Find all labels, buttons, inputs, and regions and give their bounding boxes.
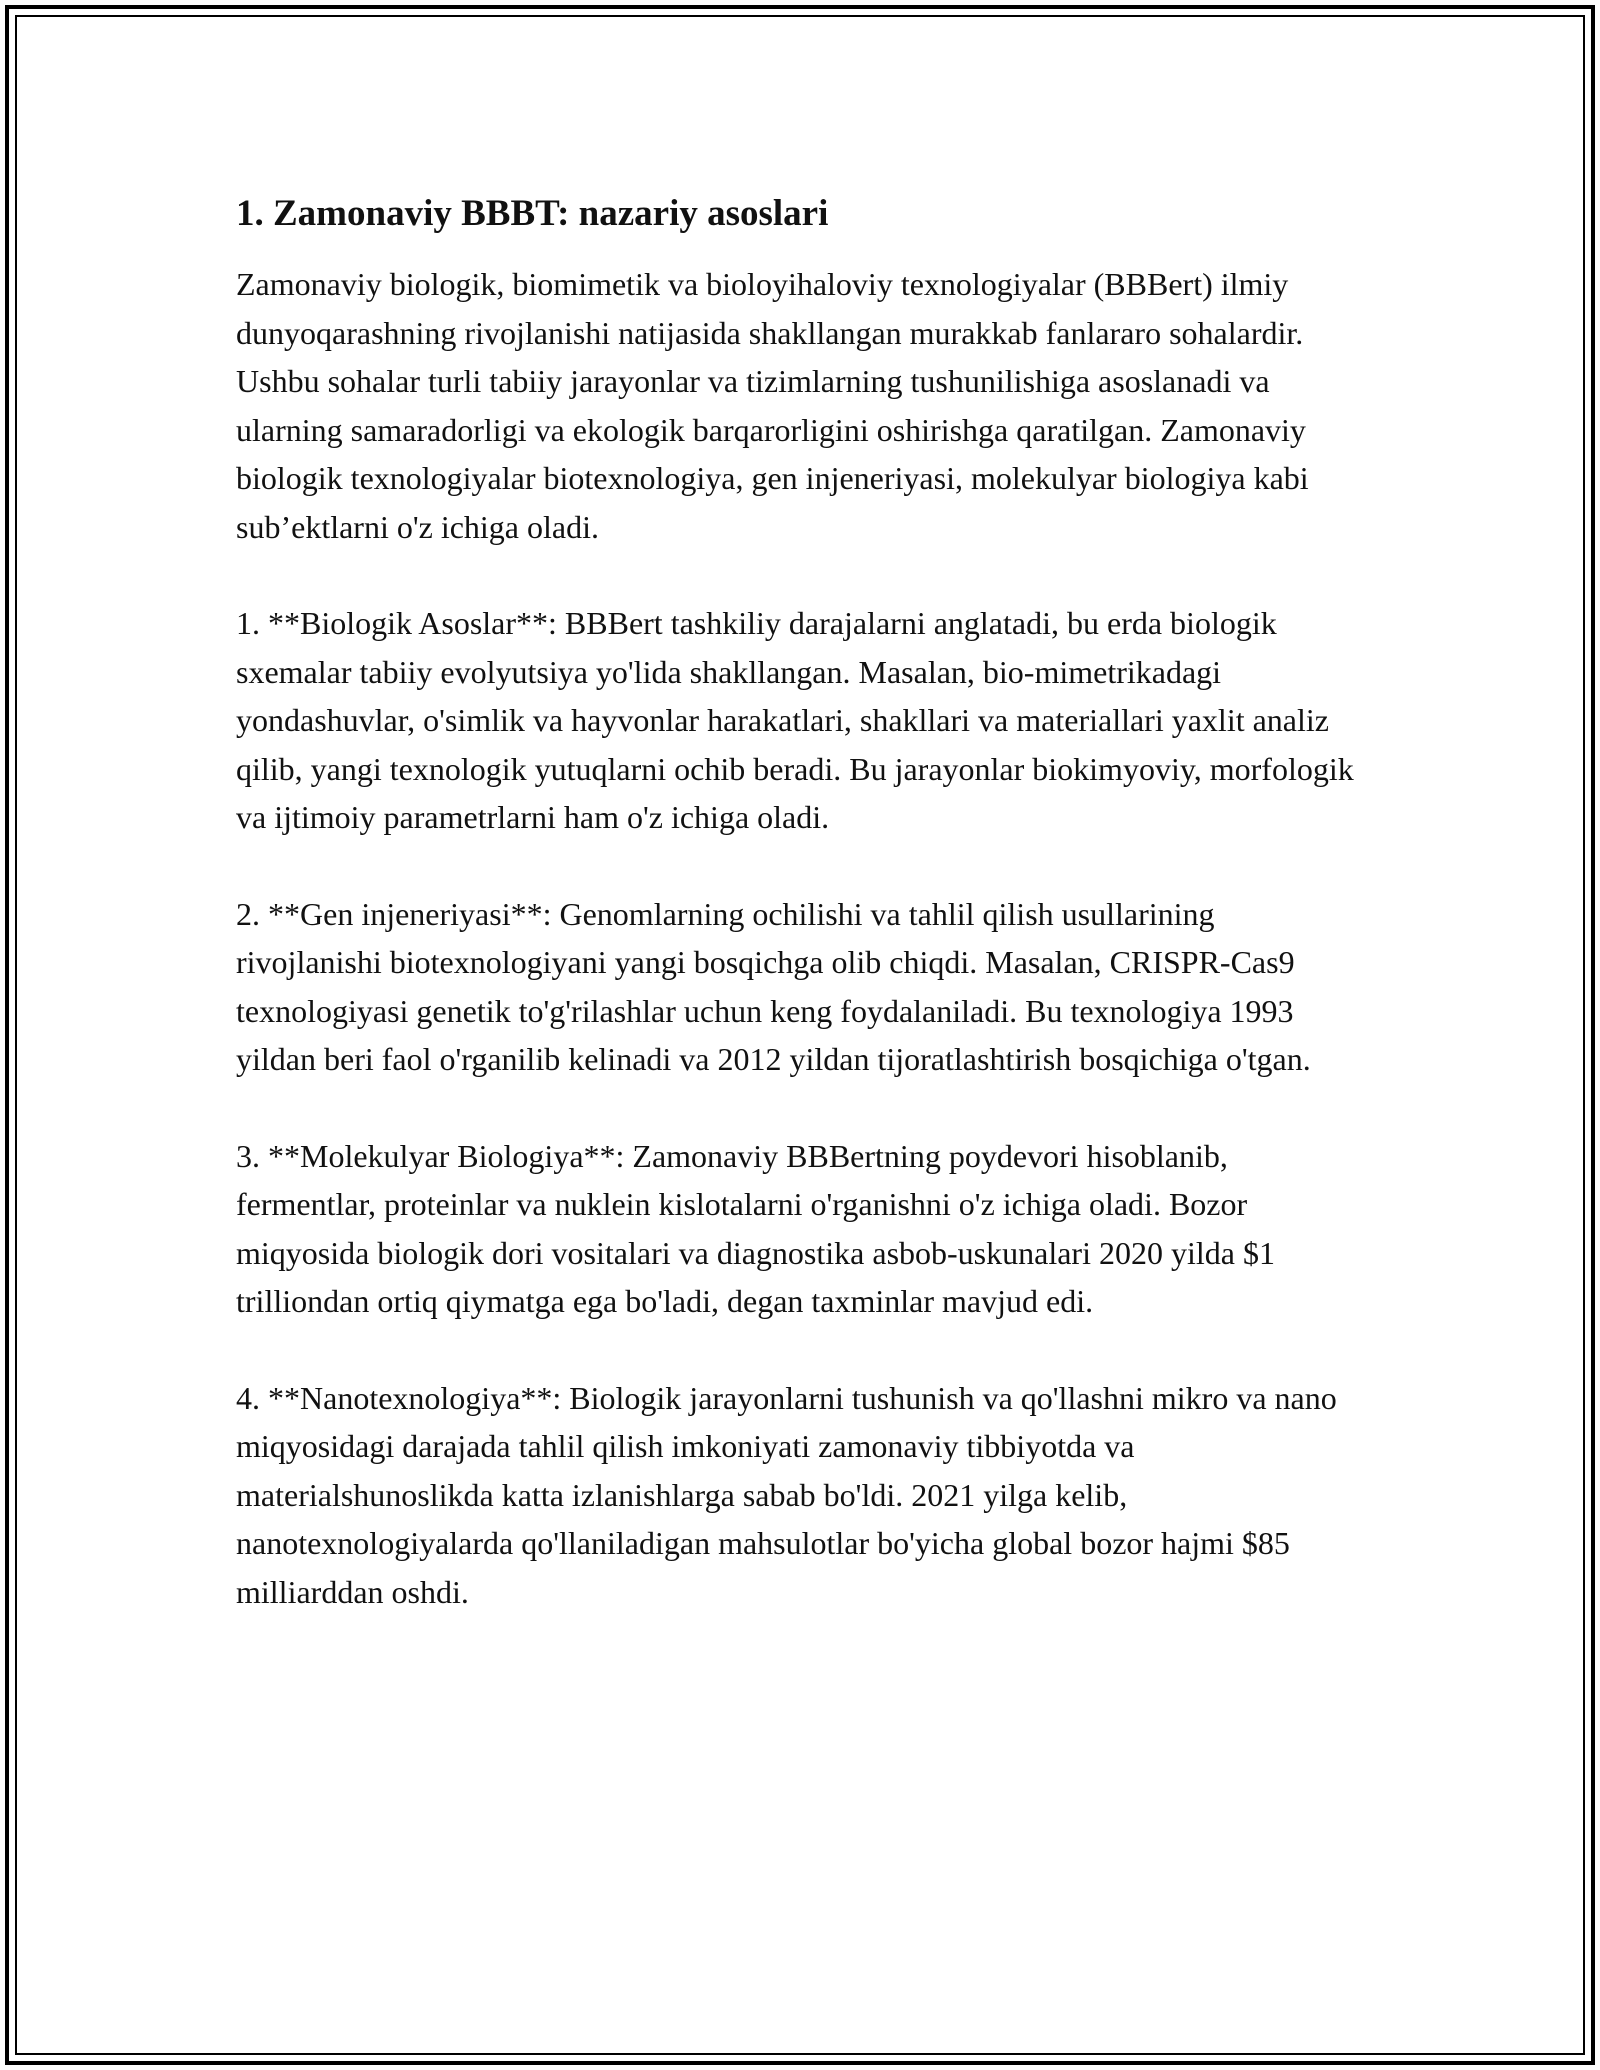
paragraph-molekulyar-biologiya: 3. **Molekulyar Biologiya**: Zamonaviy BBBertning poydevori hisoblanib, fermentlar, proteinlar va nuklein kislotalarni o'rganishni o'z ichiga oladi. Bozor miqyosida biologik dori vositalari va diagnostika asbob-uskunalari 2020 yilda $1 trilliondan ortiq qiymatga ega bo'ladi, degan taxminlar mavjud edi. <box>236 1137 1275 1319</box>
intro-paragraph: Zamonaviy biologik, biomimetik va bioloyihaloviy texnologiyalar (BBBert) ilmiy dunyoqarashning rivojlanishi natijasida shakllangan murakkab fanlararo sohalardir. Ushbu sohalar turli tabiiy jarayonlar va tizimlarning tushunilishiga asoslanadi va ularning samaradorligi va ekologik barqarorligini oshirishga qaratilgan. Zamonaviy biologik texnologiyalar biotexnologiya, gen injeneriyasi, molekulyar biologiya kabi sub’ektlarni o'z ichiga oladi. <box>236 266 1309 545</box>
paragraph-biologik-asoslar: 1. **Biologik Asoslar**: BBBert tashkiliy darajalarni anglatadi, bu erda biologik sxemalar tabiiy evolyutsiya yo'lida shakllangan. Masalan, bio-mimetrikadagi yondashuvlar, o'simlik va hayvonlar harakatlari, shakllari va materiallari yaxlit analiz qilib, yangi texnologik yutuqlarni ochib beradi. Bu jarayonlar biokimyoviy, morfologik va ijtimoiy parametrlarni ham o'z ichiga oladi. <box>236 605 1354 835</box>
paragraph-gen-injeneriyasi: 2. **Gen injeneriyasi**: Genomlarning ochilishi va tahlil qilish usullarining rivojlanishi biotexnologiyani yangi bosqichga olib chiqdi. Masalan, CRISPR-Cas9 texnologiyasi genetik to'g'rilashlar uchun keng foydalaniladi. Bu texnologiya 1993 yildan beri faol o'rganilib kelinadi va 2012 yildan tijoratlashtirish bosqichiga o'tgan. <box>236 895 1311 1077</box>
document-body <box>236 190 1366 1664</box>
section-heading: 1. Zamonaviy BBBT: nazariy asoslari <box>236 193 829 234</box>
paragraph-nanotexnologiya: 4. **Nanotexnologiya**: Biologik jarayonlarni tushunish va qo'llashni mikro va nano miqyosidagi darajada tahlil qilish imkoniyati zamonaviy tibbiyotda va materialshunoslikda katta izlanishlarga sabab bo'ldi. 2021 yilga kelib, nanotexnologiyalarda qo'llaniladigan mahsulotlar bo'yicha global bozor hajmi $85 milliarddan oshdi. <box>236 1379 1337 1610</box>
